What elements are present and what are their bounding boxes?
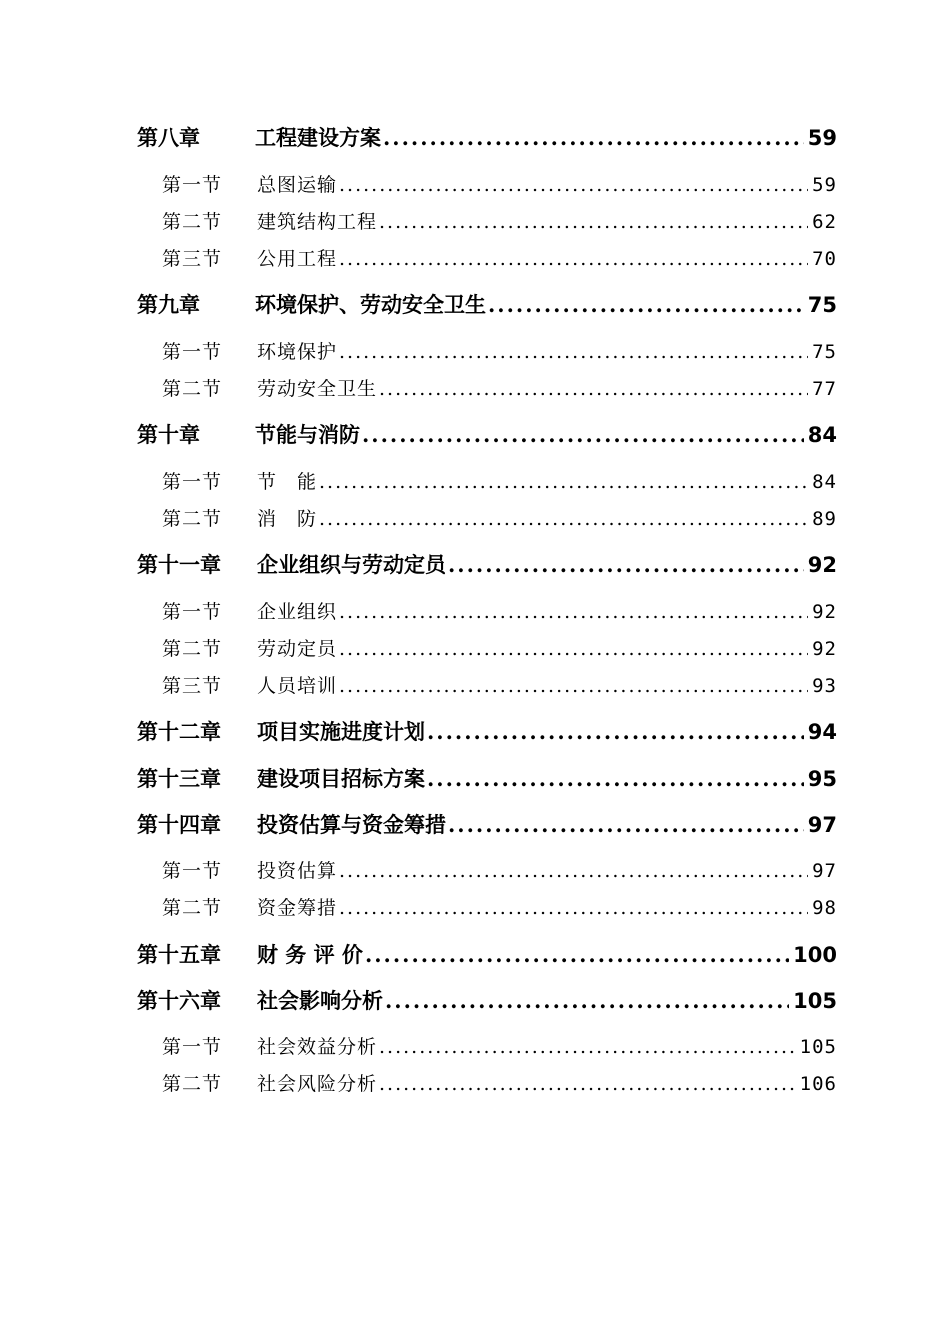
page-number: 62 [812,211,837,233]
toc-chapter-8[interactable] [137,122,837,152]
page-number: 75 [807,293,837,317]
page-number: 92 [807,553,837,577]
leader-dots [488,292,804,317]
chapter-title: 财 务 评 价 [257,942,363,967]
leader-dots [319,508,808,530]
page-number: 77 [812,378,837,400]
leader-dots [448,552,804,577]
toc-section-14-1[interactable] [162,856,837,883]
toc-chapter-10[interactable] [137,419,837,449]
section-title: 社会风险分析 [257,1073,378,1095]
chapter-title: 工程建设方案 [255,125,381,150]
toc-section-11-1[interactable] [162,597,837,624]
page-number: 93 [812,675,837,697]
chapter-label: 第十三章 [137,766,221,791]
toc-section-11-3[interactable] [162,671,837,698]
page-number: 92 [812,601,837,623]
toc-chapter-12[interactable] [137,716,837,746]
chapter-title: 环境保护、劳动安全卫生 [255,292,486,317]
toc-section-9-2[interactable] [162,374,837,401]
section-title: 公用工程 [257,248,338,270]
section-label: 第三节 [162,675,223,697]
section-title: 消 防 [257,508,318,530]
section-title: 投资估算 [257,860,338,882]
page-number: 97 [812,860,837,882]
toc-section-10-2[interactable] [162,504,837,531]
toc-section-10-1[interactable] [162,467,837,494]
leader-dots [385,988,789,1013]
leader-dots [427,766,804,791]
page-number: 89 [812,508,837,530]
section-title: 总图运输 [257,174,338,196]
chapter-title: 企业组织与劳动定员 [257,552,446,577]
toc-section-8-2[interactable] [162,207,837,234]
section-title: 劳动定员 [257,638,338,660]
section-title: 人员培训 [257,675,338,697]
leader-dots [379,378,808,400]
section-label: 第二节 [162,211,223,233]
page-number: 100 [793,943,837,967]
section-label: 第三节 [162,248,223,270]
chapter-label: 第十二章 [137,719,221,744]
section-title: 社会效益分析 [257,1036,378,1058]
page-number: 98 [812,897,837,919]
section-title: 劳动安全卫生 [257,378,378,400]
section-label: 第二节 [162,508,223,530]
section-label: 第一节 [162,1036,223,1058]
section-title: 环境保护 [257,341,338,363]
toc-section-8-3[interactable] [162,244,837,271]
leader-dots [339,675,808,697]
section-label: 第一节 [162,601,223,623]
toc-chapter-13[interactable] [137,763,837,793]
toc-section-16-2[interactable] [162,1069,837,1096]
page-number: 92 [812,638,837,660]
section-label: 第一节 [162,471,223,493]
leader-dots [379,1073,796,1095]
toc-chapter-9[interactable] [137,289,837,319]
chapter-label: 第十六章 [137,988,221,1013]
toc-section-14-2[interactable] [162,893,837,920]
section-title: 资金筹措 [257,897,338,919]
page-number: 97 [807,813,837,837]
leader-dots [379,211,808,233]
section-title: 节 能 [257,471,318,493]
chapter-label: 第十一章 [137,552,221,577]
leader-dots [383,125,804,150]
chapter-label: 第九章 [137,292,200,317]
chapter-title: 投资估算与资金筹措 [257,812,446,837]
leader-dots [339,860,808,882]
toc-section-8-1[interactable] [162,170,837,197]
section-label: 第二节 [162,897,223,919]
chapter-label: 第十四章 [137,812,221,837]
toc-chapter-14[interactable] [137,809,837,839]
page-number: 75 [812,341,837,363]
leader-dots [427,719,804,744]
page-number: 59 [812,174,837,196]
leader-dots [339,341,808,363]
page-number: 95 [807,767,837,791]
leader-dots [339,248,808,270]
section-label: 第一节 [162,174,223,196]
leader-dots [362,422,804,447]
leader-dots [365,942,789,967]
section-label: 第一节 [162,860,223,882]
page-number: 105 [799,1036,837,1058]
page-number: 84 [812,471,837,493]
page-number: 70 [812,248,837,270]
page-number: 59 [807,126,837,150]
page-number: 105 [793,989,837,1013]
leader-dots [339,601,808,623]
section-label: 第一节 [162,341,223,363]
chapter-title: 项目实施进度计划 [257,719,425,744]
section-label: 第二节 [162,1073,223,1095]
toc-section-16-1[interactable] [162,1032,837,1059]
toc-chapter-15[interactable] [137,939,837,969]
chapter-label: 第八章 [137,125,200,150]
page-number: 106 [799,1073,837,1095]
leader-dots [339,174,808,196]
leader-dots [339,897,808,919]
toc-section-9-1[interactable] [162,337,837,364]
section-label: 第二节 [162,638,223,660]
leader-dots [379,1036,796,1058]
leader-dots [448,812,804,837]
chapter-label: 第十章 [137,422,200,447]
section-title: 企业组织 [257,601,338,623]
chapter-title: 节能与消防 [255,422,360,447]
toc-section-11-2[interactable] [162,634,837,661]
toc-chapter-11[interactable] [137,549,837,579]
page-number: 94 [807,720,837,744]
toc-chapter-16[interactable] [137,985,837,1015]
section-title: 建筑结构工程 [257,211,378,233]
page-number: 84 [807,423,837,447]
section-label: 第二节 [162,378,223,400]
leader-dots [339,638,808,660]
chapter-title: 建设项目招标方案 [257,766,425,791]
leader-dots [319,471,808,493]
chapter-title: 社会影响分析 [257,988,383,1013]
chapter-label: 第十五章 [137,942,221,967]
